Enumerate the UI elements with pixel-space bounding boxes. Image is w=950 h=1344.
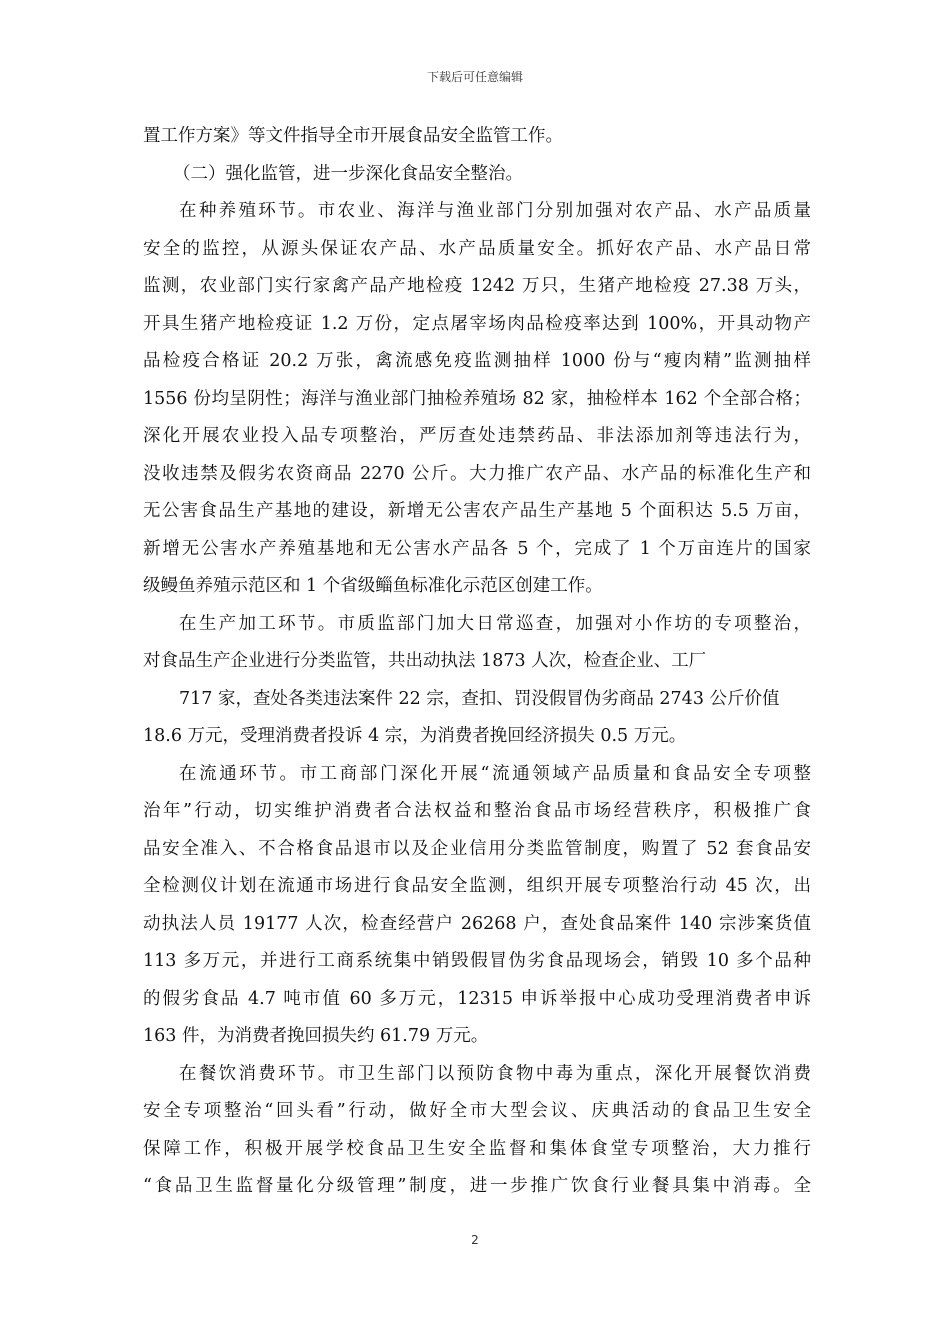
section-heading: （二）强化监管，进一步深化食品安全整治。 [173,163,523,184]
text-line: 新增无公害水产养殖基地和无公害水产品各 5 个，完成了 1 个万亩连片的国家 [143,538,811,559]
text-line: 品安全准入、不合格食品退市以及企业信用分类监管制度，购置了 52 套食品安 [143,838,811,859]
text-line: “食品卫生监督量化分级管理”制度，进一步推广饮食行业餐具集中消毒。全 [143,1176,811,1196]
text-line: 保障工作，积极开展学校食品卫生安全监督和集体食堂专项整治，大力推行 [143,1138,811,1159]
text-line: 1556 份均呈阴性；海洋与渔业部门抽检养殖场 82 家，抽检样本 162 个全部合格； [143,388,811,409]
text-line: 全检测仪计划在流通市场进行食品安全监测，组织开展专项整治行动 45 次，出 [143,876,811,896]
text-line: 深化开展农业投入品专项整治，严厉查处违禁药品、非法添加剂等违法行为， [143,426,811,446]
text-line: 在生产加工环节。市质监部门加大日常巡查，加强对小作坊的专项整治， [179,613,811,634]
text-line: 的假劣食品 4.7 吨市值 60 多万元，12315 申诉举报中心成功受理消费者申诉 [143,988,811,1009]
page-number: 2 [471,1233,479,1247]
text-line: 动执法人员 19177 人次，检查经营户 26268 户，查处食品案件 140 宗涉案货值 [143,913,811,934]
text-line: 在餐饮消费环节。市卫生部门以预防食物中毒为重点，深化开展餐饮消费 [179,1063,811,1084]
text-line: 在种养殖环节。市农业、海洋与渔业部门分别加强对农产品、水产品质量 [179,201,811,221]
text-line: 置工作方案》等文件指导全市开展食品安全监管工作。 [143,126,563,146]
text-line: 安全的监控，从源头保证农产品、水产品质量安全。抓好农产品、水产品日常 [143,238,811,259]
text-line: 对食品生产企业进行分类监管，共出动执法 1873 人次，检查企业、工厂 [143,651,707,671]
text-line: 163 件，为消费者挽回损失约 61.79 万元。 [143,1026,489,1046]
text-line: 监测，农业部门实行家禽产品产地检疫 1242 万只，生猪产地检疫 27.38 万头， [143,276,811,296]
text-line: 安全专项整治“回头看”行动，做好全市大型会议、庆典活动的食品卫生安全 [143,1101,811,1121]
text-line: 113 多万元，并进行工商系统集中销毁假冒伪劣食品现场会，销毁 10 多个品种 [143,951,811,971]
text-line: 无公害食品生产基地的建设，新增无公害农产品生产基地 5 个面积达 5.5 万亩， [143,501,811,521]
text-line: 治年”行动，切实维护消费者合法权益和整治食品市场经营秩序，积极推广食 [143,801,811,821]
text-line: 717 家，查处各类违法案件 22 宗，查扣、罚没假冒伪劣商品 2743 公斤价值 [179,688,780,709]
text-line: 18.6 万元，受理消费者投诉 4 宗，为消费者挽回经济损失 0.5 万元。 [143,726,687,746]
page-header: 下载后可任意编辑 [426,70,523,84]
document-body [143,118,811,1206]
text-line: 在流通环节。市工商部门深化开展“流通领域产品质量和食品安全专项整 [179,763,811,784]
text-line: 没收违禁及假劣农资商品 2270 公斤。大力推广农产品、水产品的标准化生产和 [143,463,811,484]
text-line: 开具生猪产地检疫证 1.2 万份，定点屠宰场肉品检疫率达到 100%，开具动物产 [143,313,811,334]
text-line: 品检疫合格证 20.2 万张，禽流感免疫监测抽样 1000 份与“瘦肉精”监测抽样 [143,351,811,371]
text-line: 级鳗鱼养殖示范区和 1 个省级鲻鱼标准化示范区创建工作。 [143,576,603,596]
